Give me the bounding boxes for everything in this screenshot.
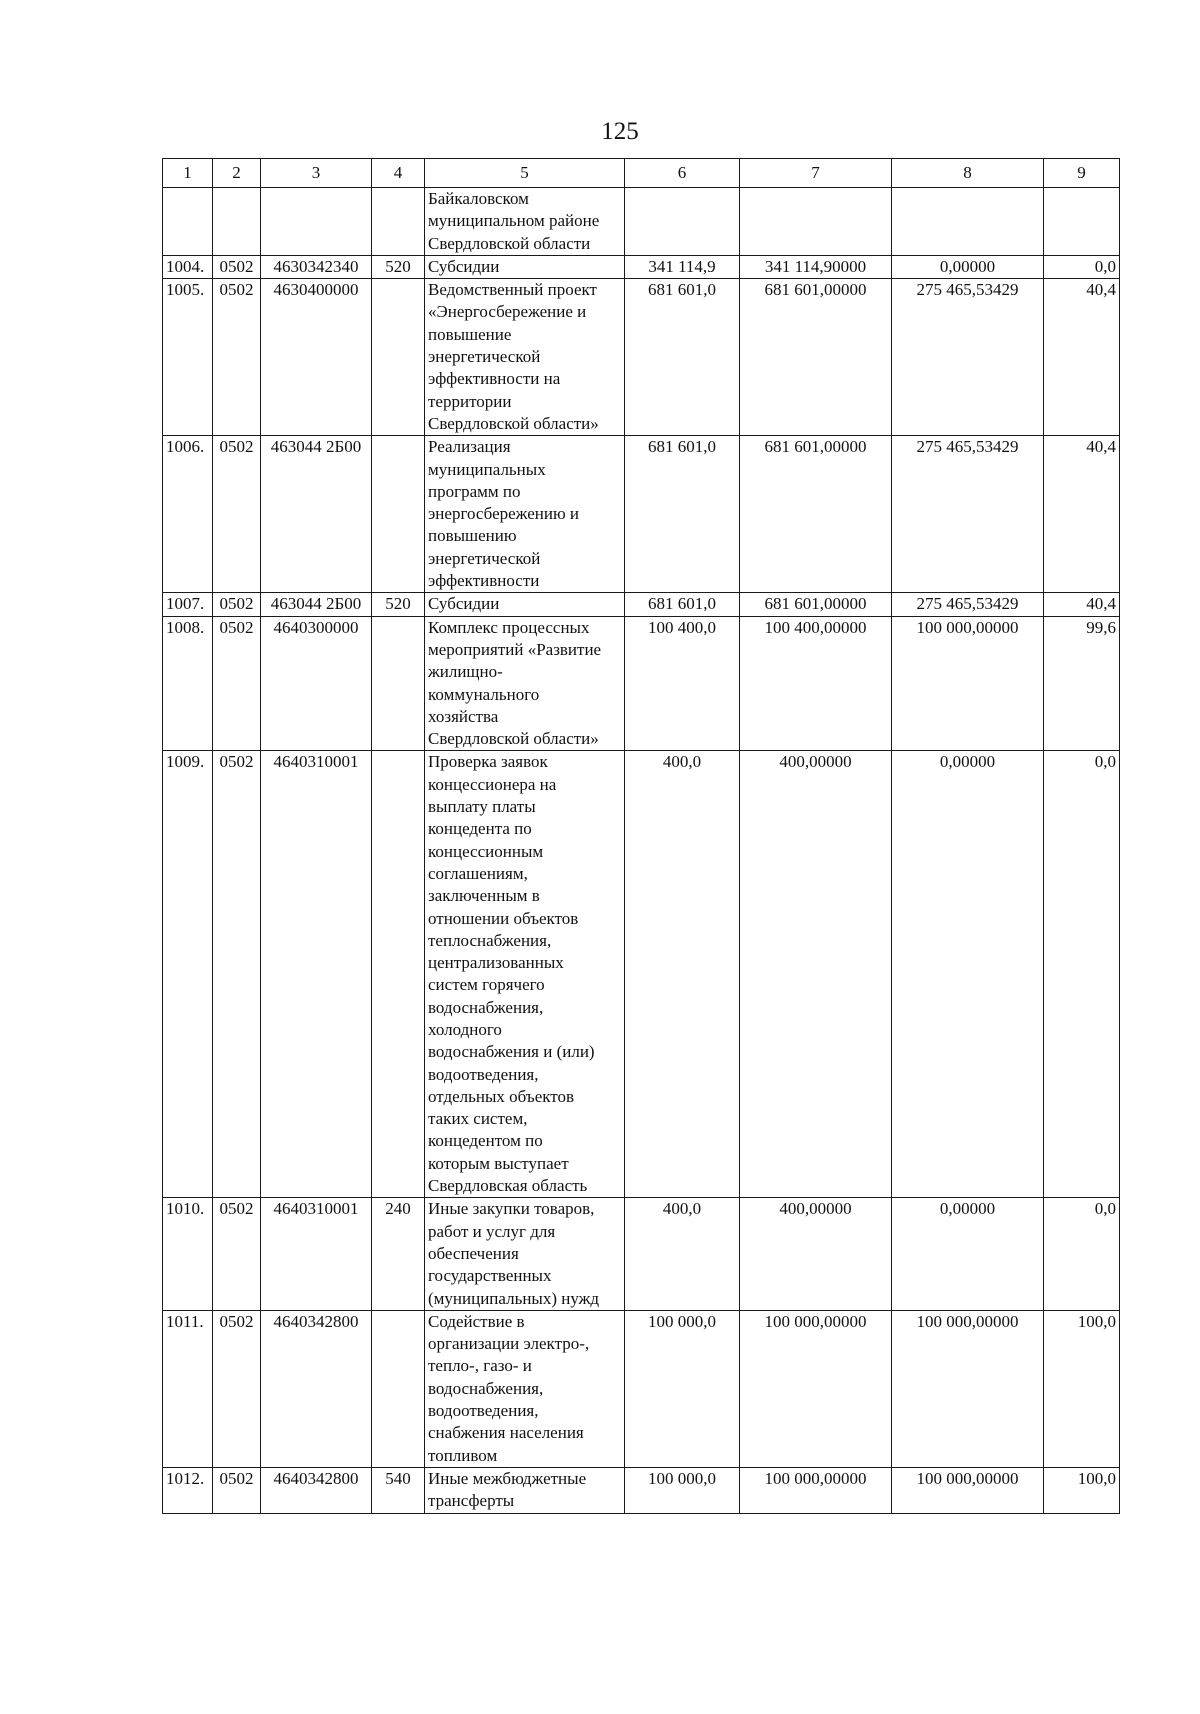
percent-executed-cell-text: 100,0	[1077, 1311, 1116, 1331]
target-article-cell-text: 4630342340	[273, 256, 359, 276]
percent-executed-cell	[1044, 255, 1120, 278]
executed-amount-cell-text: 100 000,00000	[916, 1311, 1019, 1331]
target-article-cell-text: 4640342800	[273, 1311, 359, 1331]
executed-amount-cell-text: 0,00000	[939, 256, 996, 276]
planned-amount-cell	[740, 616, 892, 751]
row-number-cell-text: 1004.	[166, 256, 205, 276]
executed-amount-cell-text: 100 000,00000	[916, 1468, 1019, 1488]
target-article-cell-text: 463044 2Б00	[270, 594, 362, 614]
section-code-cell-text: 0502	[219, 1199, 254, 1219]
section-code-cell-text: 0502	[219, 617, 254, 637]
column-header: 4	[372, 159, 425, 188]
executed-amount-cell-text: 0,00000	[939, 1199, 996, 1219]
executed-amount-cell	[892, 188, 1044, 256]
approved-amount-cell	[625, 751, 740, 1198]
table-row	[163, 188, 1120, 256]
table-row	[163, 1198, 1120, 1310]
row-number-cell	[163, 255, 213, 278]
page-number: 125	[601, 118, 639, 145]
row-number-cell-text: 1009.	[166, 752, 205, 772]
expense-kind-cell-text: 520	[385, 594, 411, 614]
column-header: 2	[213, 159, 261, 188]
item-name-cell	[425, 593, 625, 616]
percent-executed-cell	[1044, 751, 1120, 1198]
section-code-cell	[213, 188, 261, 256]
section-code-cell	[213, 436, 261, 593]
executed-amount-cell-text: 275 465,53429	[916, 594, 1019, 614]
approved-amount-cell	[625, 436, 740, 593]
column-header: 1	[163, 159, 213, 188]
item-name-cell-text: Иные закупки товаров, работ и услуг для обеспечения государственных (муниципальных) нужд	[428, 1199, 600, 1308]
approved-amount-cell-text: 681 601,0	[648, 594, 716, 614]
planned-amount-cell-text: 681 601,00000	[764, 280, 867, 300]
item-name-cell-text: Иные межбюджетные трансферты	[428, 1468, 587, 1511]
target-article-cell	[261, 1467, 372, 1513]
approved-amount-cell	[625, 593, 740, 616]
approved-amount-cell-text: 341 114,9	[648, 256, 716, 276]
item-name-cell-text: Проверка заявок концессионера на выплату платы концедента по концессионным соглашениям, заключенным в отношении объектов теплоснабжения, централизованных систем горячего водоснабжения, холодного водоснабжения и (или) водоотведения, отдельных объектов таких систем, концедентом по которым выступает Свердловская область	[428, 752, 595, 1196]
executed-amount-cell	[892, 1467, 1044, 1513]
budget-table	[162, 158, 1120, 1514]
section-code-cell-text: 0502	[219, 1468, 254, 1488]
section-code-cell-text: 0502	[219, 594, 254, 614]
expense-kind-cell	[372, 616, 425, 751]
table-row	[163, 1310, 1120, 1467]
executed-amount-cell	[892, 1198, 1044, 1310]
item-name-cell-text: Субсидии	[428, 256, 500, 276]
approved-amount-cell-text: 100 400,0	[648, 617, 716, 637]
item-name-cell-text: Содействие в организации электро-, тепло-, газо- и водоснабжения, водоотведения, снабжения населения топливом	[428, 1311, 590, 1465]
row-number-cell-text: 1012.	[166, 1468, 205, 1488]
target-article-cell-text: 4640342800	[273, 1468, 359, 1488]
executed-amount-cell	[892, 255, 1044, 278]
item-name-cell-text: Байкаловском муниципальном районе Свердловской области	[428, 189, 600, 253]
row-number-cell	[163, 751, 213, 1198]
column-header: 9	[1044, 159, 1120, 188]
target-article-cell	[261, 751, 372, 1198]
target-article-cell-text: 4640310001	[273, 752, 359, 772]
expense-kind-cell-text: 240	[385, 1199, 411, 1219]
target-article-cell	[261, 616, 372, 751]
item-name-cell	[425, 188, 625, 256]
section-code-cell	[213, 1467, 261, 1513]
row-number-cell	[163, 436, 213, 593]
section-code-cell	[213, 593, 261, 616]
section-code-cell-text: 0502	[219, 256, 254, 276]
percent-executed-cell	[1044, 1198, 1120, 1310]
table-row	[163, 751, 1120, 1198]
table-row	[163, 616, 1120, 751]
approved-amount-cell-text: 400,0	[662, 752, 702, 772]
planned-amount-cell-text: 100 000,00000	[764, 1311, 867, 1331]
row-number-cell-text: 1011.	[166, 1311, 204, 1331]
row-number-cell-text: 1007.	[166, 594, 205, 614]
target-article-cell	[261, 188, 372, 256]
expense-kind-cell	[372, 436, 425, 593]
percent-executed-cell-text: 0,0	[1094, 1199, 1116, 1219]
expense-kind-cell	[372, 1198, 425, 1310]
approved-amount-cell	[625, 255, 740, 278]
column-header: 7	[740, 159, 892, 188]
section-code-cell	[213, 1198, 261, 1310]
column-header: 3	[261, 159, 372, 188]
expense-kind-cell	[372, 593, 425, 616]
section-code-cell-text: 0502	[219, 752, 254, 772]
executed-amount-cell	[892, 593, 1044, 616]
item-name-cell	[425, 751, 625, 1198]
item-name-cell	[425, 436, 625, 593]
column-header: 8	[892, 159, 1044, 188]
planned-amount-cell	[740, 255, 892, 278]
section-code-cell-text: 0502	[219, 280, 254, 300]
expense-kind-cell	[372, 1310, 425, 1467]
target-article-cell-text: 4640310001	[273, 1199, 359, 1219]
section-code-cell	[213, 751, 261, 1198]
item-name-cell-text: Реализация муниципальных программ по энергосбережению и повышению энергетической эффективности	[428, 437, 579, 591]
target-article-cell-text: 4640300000	[273, 617, 359, 637]
planned-amount-cell	[740, 1310, 892, 1467]
approved-amount-cell	[625, 279, 740, 436]
target-article-cell	[261, 1310, 372, 1467]
percent-executed-cell-text: 40,4	[1086, 594, 1116, 614]
section-code-cell	[213, 255, 261, 278]
executed-amount-cell	[892, 616, 1044, 751]
table-row	[163, 1467, 1120, 1513]
row-number-cell	[163, 616, 213, 751]
approved-amount-cell-text: 681 601,0	[648, 280, 716, 300]
percent-executed-cell	[1044, 1467, 1120, 1513]
column-header: 6	[625, 159, 740, 188]
planned-amount-cell	[740, 751, 892, 1198]
planned-amount-cell-text: 400,00000	[779, 1199, 852, 1219]
row-number-cell	[163, 188, 213, 256]
approved-amount-cell	[625, 188, 740, 256]
target-article-cell	[261, 1198, 372, 1310]
item-name-cell	[425, 616, 625, 751]
item-name-cell	[425, 1467, 625, 1513]
planned-amount-cell-text: 341 114,90000	[764, 256, 867, 276]
executed-amount-cell-text: 275 465,53429	[916, 437, 1019, 457]
table-row	[163, 593, 1120, 616]
table-row	[163, 255, 1120, 278]
expense-kind-cell-text: 520	[385, 256, 411, 276]
row-number-cell-text: 1005.	[166, 280, 205, 300]
row-number-cell-text: 1010.	[166, 1199, 205, 1219]
approved-amount-cell	[625, 616, 740, 751]
executed-amount-cell	[892, 751, 1044, 1198]
item-name-cell-text: Ведомственный проект «Энергосбережение и повышение энергетической эффективности на территории Свердловской области»	[428, 280, 599, 433]
percent-executed-cell-text: 99,6	[1086, 617, 1116, 637]
executed-amount-cell	[892, 279, 1044, 436]
percent-executed-cell	[1044, 616, 1120, 751]
expense-kind-cell	[372, 255, 425, 278]
approved-amount-cell-text: 681 601,0	[648, 437, 716, 457]
approved-amount-cell-text: 100 000,0	[648, 1468, 716, 1488]
target-article-cell-text: 4630400000	[273, 280, 359, 300]
item-name-cell	[425, 1310, 625, 1467]
column-header: 5	[425, 159, 625, 188]
planned-amount-cell	[740, 593, 892, 616]
planned-amount-cell	[740, 188, 892, 256]
target-article-cell-text: 463044 2Б00	[270, 437, 362, 457]
percent-executed-cell	[1044, 279, 1120, 436]
section-code-cell	[213, 616, 261, 751]
percent-executed-cell-text: 0,0	[1094, 752, 1116, 772]
approved-amount-cell-text: 400,0	[662, 1199, 702, 1219]
table-body	[163, 188, 1120, 1514]
percent-executed-cell	[1044, 188, 1120, 256]
planned-amount-cell-text: 400,00000	[779, 752, 852, 772]
table-row	[163, 279, 1120, 436]
item-name-cell	[425, 255, 625, 278]
row-number-cell-text: 1006.	[166, 437, 205, 457]
percent-executed-cell	[1044, 593, 1120, 616]
executed-amount-cell	[892, 1310, 1044, 1467]
planned-amount-cell	[740, 436, 892, 593]
approved-amount-cell	[625, 1467, 740, 1513]
expense-kind-cell-text: 540	[385, 1468, 411, 1488]
planned-amount-cell	[740, 279, 892, 436]
target-article-cell	[261, 279, 372, 436]
section-code-cell	[213, 1310, 261, 1467]
row-number-cell	[163, 1467, 213, 1513]
approved-amount-cell-text: 100 000,0	[648, 1311, 716, 1331]
percent-executed-cell	[1044, 1310, 1120, 1467]
item-name-cell	[425, 1198, 625, 1310]
item-name-cell	[425, 279, 625, 436]
row-number-cell	[163, 593, 213, 616]
row-number-cell	[163, 1310, 213, 1467]
expense-kind-cell	[372, 1467, 425, 1513]
percent-executed-cell-text: 100,0	[1077, 1468, 1116, 1488]
percent-executed-cell-text: 40,4	[1086, 280, 1116, 300]
executed-amount-cell	[892, 436, 1044, 593]
planned-amount-cell	[740, 1198, 892, 1310]
table-header-row	[163, 159, 1120, 188]
approved-amount-cell	[625, 1198, 740, 1310]
section-code-cell-text: 0502	[219, 1311, 254, 1331]
planned-amount-cell-text: 100 400,00000	[764, 617, 867, 637]
row-number-cell-text: 1008.	[166, 617, 205, 637]
executed-amount-cell-text: 100 000,00000	[916, 617, 1019, 637]
planned-amount-cell-text: 100 000,00000	[764, 1468, 867, 1488]
planned-amount-cell-text: 681 601,00000	[764, 594, 867, 614]
item-name-cell-text: Комплекс процессных мероприятий «Развитие жилищно- коммунального хозяйства Свердловской области»	[428, 617, 602, 749]
percent-executed-cell-text: 40,4	[1086, 437, 1116, 457]
executed-amount-cell-text: 275 465,53429	[916, 280, 1019, 300]
expense-kind-cell	[372, 279, 425, 436]
planned-amount-cell-text: 681 601,00000	[764, 437, 867, 457]
expense-kind-cell	[372, 188, 425, 256]
percent-executed-cell	[1044, 436, 1120, 593]
item-name-cell-text: Субсидии	[428, 594, 500, 614]
section-code-cell	[213, 279, 261, 436]
target-article-cell	[261, 255, 372, 278]
target-article-cell	[261, 593, 372, 616]
expense-kind-cell	[372, 751, 425, 1198]
executed-amount-cell-text: 0,00000	[939, 752, 996, 772]
planned-amount-cell	[740, 1467, 892, 1513]
section-code-cell-text: 0502	[219, 437, 254, 457]
percent-executed-cell-text: 0,0	[1094, 256, 1116, 276]
table-row	[163, 436, 1120, 593]
approved-amount-cell	[625, 1310, 740, 1467]
row-number-cell	[163, 1198, 213, 1310]
row-number-cell	[163, 279, 213, 436]
target-article-cell	[261, 436, 372, 593]
